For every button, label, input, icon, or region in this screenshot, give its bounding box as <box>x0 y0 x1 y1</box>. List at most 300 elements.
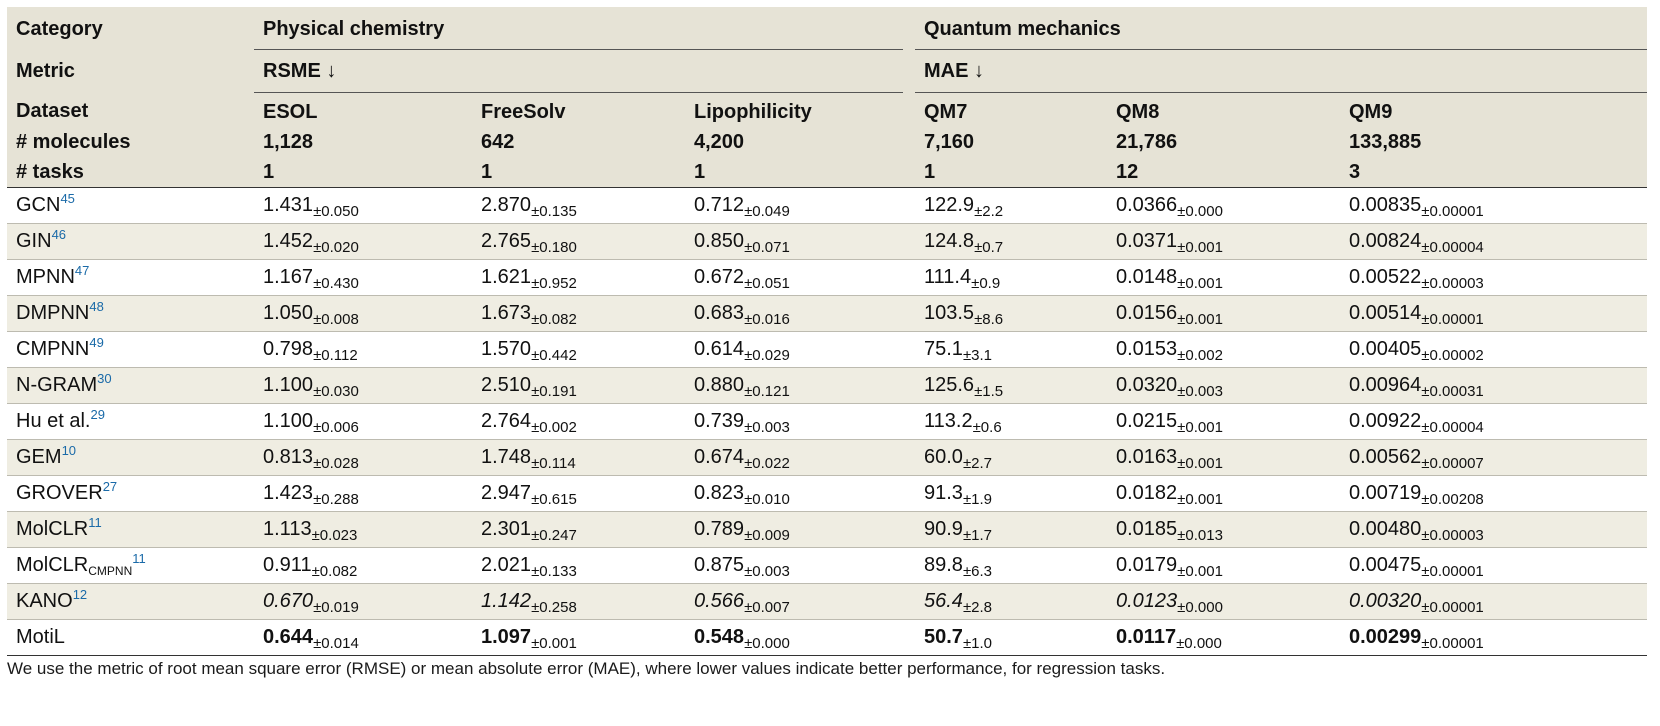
score-cell <box>1107 620 1340 656</box>
score-value: 56.4 <box>924 590 963 612</box>
score-value: 0.0179 <box>1116 554 1178 576</box>
score-std: ±0.258 <box>531 599 577 616</box>
score-cell <box>915 404 1107 440</box>
score-value: 2.301 <box>481 518 532 540</box>
table-row <box>7 476 1647 512</box>
score-cell <box>1340 296 1647 332</box>
score-cell <box>915 332 1107 368</box>
score-value: 0.00562 <box>1349 446 1422 468</box>
score-value: 124.8 <box>924 230 975 252</box>
score-cell <box>685 620 915 656</box>
score-cell <box>915 476 1107 512</box>
score-cell <box>1340 368 1647 404</box>
score-cell <box>685 404 915 440</box>
model-name: N-GRAM <box>16 374 98 396</box>
score-std: ±0.133 <box>531 563 577 580</box>
score-std: ±0.001 <box>1177 419 1223 436</box>
score-cell <box>254 260 472 296</box>
score-std: ±0.000 <box>1177 203 1223 220</box>
score-value: 1.452 <box>263 230 314 252</box>
score-value: 1.100 <box>263 374 314 396</box>
score-value: 0.674 <box>694 446 745 468</box>
score-std: ±0.00007 <box>1421 455 1484 472</box>
score-value: 2.870 <box>481 194 532 216</box>
score-value: 90.9 <box>924 518 963 540</box>
score-cell <box>1340 224 1647 260</box>
score-value: 2.021 <box>481 554 532 576</box>
metric-rsme: RSME ↓ <box>254 50 903 93</box>
model-name-cell <box>7 188 254 224</box>
score-cell <box>915 620 1107 656</box>
score-value: 0.00835 <box>1349 194 1422 216</box>
score-value: 0.0156 <box>1116 302 1178 324</box>
model-name-cell <box>7 404 254 440</box>
score-std: ±1.5 <box>974 383 1004 400</box>
score-std: ±0.003 <box>744 563 790 580</box>
score-std: ±0.7 <box>974 239 1004 256</box>
score-cell <box>254 476 472 512</box>
molecules-row <box>7 127 1647 157</box>
score-cell <box>685 188 915 224</box>
category-label: Category <box>16 17 103 40</box>
molecule-count: 7,160 <box>924 130 975 153</box>
score-value: 0.00922 <box>1349 410 1422 432</box>
score-cell <box>915 584 1107 620</box>
score-std: ±0.051 <box>744 275 790 292</box>
citation-ref: 47 <box>74 263 90 278</box>
score-cell <box>685 224 915 260</box>
citation-ref: 10 <box>61 443 77 458</box>
score-cell <box>915 296 1107 332</box>
score-cell <box>1107 440 1340 476</box>
score-std: ±0.002 <box>1177 347 1223 364</box>
model-name-cell <box>7 224 254 260</box>
table-footnote: We use the metric of root mean square error (RMSE) or mean absolute error (MAE), where lower values indicate better performance, for regression tasks. <box>7 659 1166 678</box>
model-name-cell <box>7 332 254 368</box>
score-value: 0.00824 <box>1349 230 1422 252</box>
table-row <box>7 296 1647 332</box>
score-value: 0.00964 <box>1349 374 1422 396</box>
score-std: ±0.247 <box>531 527 577 544</box>
model-name: MolCLR <box>16 554 89 576</box>
score-cell <box>1340 512 1647 548</box>
metric-label: Metric <box>16 59 75 82</box>
group-gap <box>903 50 915 93</box>
score-std: ±0.013 <box>1177 527 1223 544</box>
score-std: ±0.00031 <box>1421 383 1484 400</box>
score-std: ±0.082 <box>311 563 358 580</box>
score-std: ±0.00001 <box>1421 563 1484 580</box>
citation-ref: 29 <box>90 407 105 422</box>
score-value: 0.850 <box>694 230 745 252</box>
table-row <box>7 620 1647 656</box>
score-value: 1.748 <box>481 446 532 468</box>
score-value: 0.00405 <box>1349 338 1422 360</box>
molecule-count: 4,200 <box>694 130 745 153</box>
score-std: ±0.029 <box>744 347 790 364</box>
score-value: 0.00522 <box>1349 266 1422 288</box>
score-std: ±0.6 <box>972 419 1002 436</box>
dataset-label: Dataset <box>16 100 89 123</box>
score-cell <box>1340 584 1647 620</box>
score-value: 2.510 <box>481 374 532 396</box>
score-cell <box>472 188 685 224</box>
score-value: 1.621 <box>481 266 532 288</box>
score-cell <box>254 584 472 620</box>
score-cell <box>1340 332 1647 368</box>
score-cell <box>1107 296 1340 332</box>
molecules-label: # molecules <box>16 130 131 153</box>
score-value: 1.050 <box>263 302 314 324</box>
score-std: ±0.952 <box>531 275 577 292</box>
score-std: ±1.7 <box>962 527 993 544</box>
dataset-name: Lipophilicity <box>694 100 812 123</box>
score-cell <box>1107 260 1340 296</box>
table-row <box>7 224 1647 260</box>
score-value: 0.683 <box>694 302 745 324</box>
score-std: ±3.1 <box>962 347 993 364</box>
score-cell <box>685 512 915 548</box>
score-cell <box>1107 512 1340 548</box>
model-name-cell <box>7 476 254 512</box>
model-name: CMPNN <box>16 338 90 360</box>
score-cell <box>1340 188 1647 224</box>
citation-ref: 27 <box>102 479 118 494</box>
model-name: MotiL <box>16 626 65 648</box>
score-cell <box>472 620 685 656</box>
citation-ref: 46 <box>51 227 67 242</box>
score-std: ±0.002 <box>531 419 577 436</box>
score-std: ±0.00001 <box>1421 311 1484 328</box>
molecule-count: 1,128 <box>263 130 314 153</box>
score-value: 0.672 <box>694 266 745 288</box>
score-std: ±2.8 <box>962 599 993 616</box>
model-name-cell <box>7 620 254 656</box>
model-name-cell <box>7 440 254 476</box>
score-cell <box>1340 620 1647 656</box>
score-value: 0.0163 <box>1116 446 1178 468</box>
score-value: 0.00299 <box>1349 626 1422 648</box>
score-cell <box>254 512 472 548</box>
score-cell <box>472 512 685 548</box>
score-cell <box>1107 548 1340 584</box>
score-value: 91.3 <box>924 482 963 504</box>
metric-mae: MAE ↓ <box>915 50 1647 93</box>
table-header <box>7 7 1647 188</box>
table-row <box>7 188 1647 224</box>
model-name: KANO <box>16 590 73 612</box>
score-value: 0.00719 <box>1349 482 1422 504</box>
score-cell <box>472 476 685 512</box>
category-row <box>7 7 1647 50</box>
dataset-name: QM7 <box>924 100 968 123</box>
model-name-cell <box>7 512 254 548</box>
score-value: 1.167 <box>263 266 314 288</box>
score-cell <box>1340 404 1647 440</box>
score-value: 0.911 <box>263 554 312 576</box>
score-cell <box>685 440 915 476</box>
score-value: 0.548 <box>694 626 745 648</box>
table-row <box>7 260 1647 296</box>
tasks-row <box>7 157 1647 188</box>
score-cell <box>1107 476 1340 512</box>
score-value: 0.00320 <box>1349 590 1422 612</box>
score-value: 0.0182 <box>1116 482 1178 504</box>
score-value: 1.100 <box>263 410 314 432</box>
score-cell <box>915 512 1107 548</box>
score-value: 111.4 <box>924 266 972 288</box>
score-cell <box>254 368 472 404</box>
score-std: ±0.191 <box>531 383 577 400</box>
regression-results-table <box>7 7 1647 656</box>
dataset-name: FreeSolv <box>481 100 566 123</box>
score-std: ±0.00001 <box>1421 599 1484 616</box>
score-std: ±0.001 <box>1177 491 1223 508</box>
score-value: 89.8 <box>924 554 963 576</box>
score-std: ±0.001 <box>1177 455 1223 472</box>
score-value: 0.823 <box>694 482 745 504</box>
score-std: ±0.006 <box>313 419 359 436</box>
score-value: 0.813 <box>263 446 314 468</box>
citation-ref: 12 <box>72 587 88 602</box>
score-value: 1.570 <box>481 338 532 360</box>
score-std: ±0.001 <box>1177 563 1223 580</box>
score-cell <box>472 296 685 332</box>
score-cell <box>1107 584 1340 620</box>
task-count: 12 <box>1116 160 1139 183</box>
score-cell <box>1107 332 1340 368</box>
score-cell <box>254 188 472 224</box>
task-count: 1 <box>481 160 493 183</box>
score-value: 0.00480 <box>1349 518 1422 540</box>
score-value: 60.0 <box>924 446 963 468</box>
score-std: ±0.022 <box>744 455 790 472</box>
score-value: 1.142 <box>481 590 532 612</box>
score-cell <box>915 188 1107 224</box>
task-count: 1 <box>263 160 275 183</box>
score-std: ±0.019 <box>313 599 359 616</box>
score-cell <box>1340 440 1647 476</box>
score-value: 113.2 <box>924 410 973 432</box>
score-value: 2.765 <box>481 230 532 252</box>
score-std: ±0.001 <box>1177 239 1223 256</box>
table-row <box>7 584 1647 620</box>
score-cell <box>685 260 915 296</box>
score-std: ±0.003 <box>744 419 790 436</box>
score-std: ±0.000 <box>1177 599 1223 616</box>
score-std: ±0.00001 <box>1421 203 1484 220</box>
category-quantum-mechanics: Quantum mechanics <box>915 7 1647 50</box>
group-gap <box>903 7 915 50</box>
score-value: 0.644 <box>263 626 314 648</box>
score-std: ±0.071 <box>744 239 790 256</box>
citation-ref: 45 <box>60 191 75 206</box>
model-name: Hu et al. <box>16 410 91 432</box>
score-value: 50.7 <box>924 626 963 648</box>
citation-ref: 11 <box>132 551 146 566</box>
score-std: ±0.112 <box>313 347 358 364</box>
score-value: 0.0153 <box>1116 338 1178 360</box>
score-std: ±0.000 <box>1176 635 1222 652</box>
model-name-cell <box>7 260 254 296</box>
score-value: 0.0123 <box>1116 590 1178 612</box>
score-cell <box>1340 476 1647 512</box>
score-value: 75.1 <box>924 338 963 360</box>
model-name-cell <box>7 296 254 332</box>
model-name-cell <box>7 368 254 404</box>
task-count: 3 <box>1349 160 1361 183</box>
score-cell <box>1340 548 1647 584</box>
score-std: ±0.00004 <box>1421 239 1484 256</box>
score-std: ±0.00003 <box>1421 527 1484 544</box>
score-std: ±0.114 <box>531 455 576 472</box>
dataset-name: QM9 <box>1349 100 1393 123</box>
score-std: ±0.050 <box>313 203 359 220</box>
score-value: 0.0117 <box>1116 626 1177 648</box>
score-cell <box>472 440 685 476</box>
score-cell <box>915 260 1107 296</box>
score-std: ±0.00208 <box>1421 491 1484 508</box>
model-variant: CMPNN <box>88 564 133 578</box>
score-std: ±0.001 <box>531 635 577 652</box>
category-physical-chemistry: Physical chemistry <box>254 7 903 50</box>
score-std: ±0.007 <box>744 599 790 616</box>
score-std: ±0.010 <box>744 491 790 508</box>
score-value: 0.875 <box>694 554 745 576</box>
score-std: ±1.0 <box>962 635 993 652</box>
table-row <box>7 512 1647 548</box>
table-body <box>7 188 1647 656</box>
citation-ref: 30 <box>97 371 112 386</box>
molecule-count: 21,786 <box>1116 130 1178 153</box>
model-name-cell <box>7 584 254 620</box>
score-value: 0.566 <box>694 590 745 612</box>
score-cell <box>685 296 915 332</box>
score-cell <box>685 368 915 404</box>
score-std: ±0.180 <box>531 239 577 256</box>
score-cell <box>254 296 472 332</box>
score-std: ±0.288 <box>313 491 359 508</box>
score-value: 0.0371 <box>1116 230 1178 252</box>
score-value: 0.614 <box>694 338 745 360</box>
score-cell <box>1107 368 1340 404</box>
score-cell <box>1340 260 1647 296</box>
score-std: ±2.7 <box>962 455 993 472</box>
score-cell <box>915 368 1107 404</box>
table-row <box>7 548 1647 584</box>
molecule-count: 133,885 <box>1349 130 1422 153</box>
score-std: ±2.2 <box>974 203 1004 220</box>
score-value: 125.6 <box>924 374 975 396</box>
score-cell <box>472 224 685 260</box>
score-cell <box>472 368 685 404</box>
score-cell <box>254 224 472 260</box>
score-cell <box>254 332 472 368</box>
score-cell <box>472 260 685 296</box>
score-std: ±0.9 <box>971 275 1001 292</box>
score-cell <box>254 548 472 584</box>
score-std: ±0.082 <box>531 311 577 328</box>
task-count: 1 <box>924 160 936 183</box>
score-value: 0.00514 <box>1349 302 1422 324</box>
score-cell <box>685 584 915 620</box>
score-std: ±0.00001 <box>1421 635 1484 652</box>
score-value: 0.739 <box>694 410 745 432</box>
molecule-count: 642 <box>481 130 515 153</box>
score-cell <box>915 224 1107 260</box>
score-std: ±0.00004 <box>1421 419 1484 436</box>
score-cell <box>472 332 685 368</box>
score-value: 0.00475 <box>1349 554 1422 576</box>
score-cell <box>472 548 685 584</box>
metric-row <box>7 50 1647 93</box>
score-value: 0.880 <box>694 374 745 396</box>
score-std: ±0.000 <box>744 635 790 652</box>
score-value: 0.0320 <box>1116 374 1178 396</box>
score-std: ±0.014 <box>313 635 359 652</box>
score-cell <box>1107 188 1340 224</box>
score-std: ±0.135 <box>531 203 577 220</box>
score-cell <box>915 440 1107 476</box>
score-cell <box>472 584 685 620</box>
task-count: 1 <box>694 160 706 183</box>
score-std: ±0.030 <box>313 383 359 400</box>
score-cell <box>685 476 915 512</box>
score-std: ±0.003 <box>1177 383 1223 400</box>
score-value: 2.764 <box>481 410 532 432</box>
table-row <box>7 440 1647 476</box>
dataset-name: QM8 <box>1116 100 1160 123</box>
score-std: ±0.442 <box>531 347 577 364</box>
score-cell <box>472 404 685 440</box>
table-row <box>7 404 1647 440</box>
score-std: ±0.009 <box>744 527 790 544</box>
score-value: 0.798 <box>263 338 314 360</box>
score-cell <box>1107 224 1340 260</box>
score-cell <box>254 620 472 656</box>
model-name: GEM <box>16 446 62 468</box>
score-value: 0.0185 <box>1116 518 1178 540</box>
score-value: 122.9 <box>924 194 975 216</box>
score-value: 1.431 <box>263 194 314 216</box>
score-std: ±8.6 <box>974 311 1004 328</box>
score-cell <box>685 332 915 368</box>
score-cell <box>254 404 472 440</box>
score-cell <box>254 440 472 476</box>
score-std: ±0.00003 <box>1421 275 1484 292</box>
score-value: 1.097 <box>481 626 532 648</box>
model-name: GROVER <box>16 482 103 504</box>
score-std: ±0.001 <box>1177 275 1223 292</box>
score-std: ±0.430 <box>313 275 359 292</box>
score-value: 2.947 <box>481 482 532 504</box>
model-name: GCN <box>16 194 61 216</box>
tasks-label: # tasks <box>16 160 84 183</box>
score-std: ±0.001 <box>1177 311 1223 328</box>
score-std: ±0.028 <box>313 455 359 472</box>
model-name: MolCLR <box>16 518 89 540</box>
score-std: ±1.9 <box>962 491 993 508</box>
score-cell <box>1107 404 1340 440</box>
score-std: ±0.615 <box>531 491 577 508</box>
score-value: 0.0215 <box>1116 410 1178 432</box>
model-name: MPNN <box>16 266 75 288</box>
score-value: 1.673 <box>481 302 532 324</box>
model-name: GIN <box>16 230 52 252</box>
score-std: ±0.020 <box>313 239 359 256</box>
score-std: ±0.023 <box>311 527 358 544</box>
model-name-cell <box>7 548 254 584</box>
